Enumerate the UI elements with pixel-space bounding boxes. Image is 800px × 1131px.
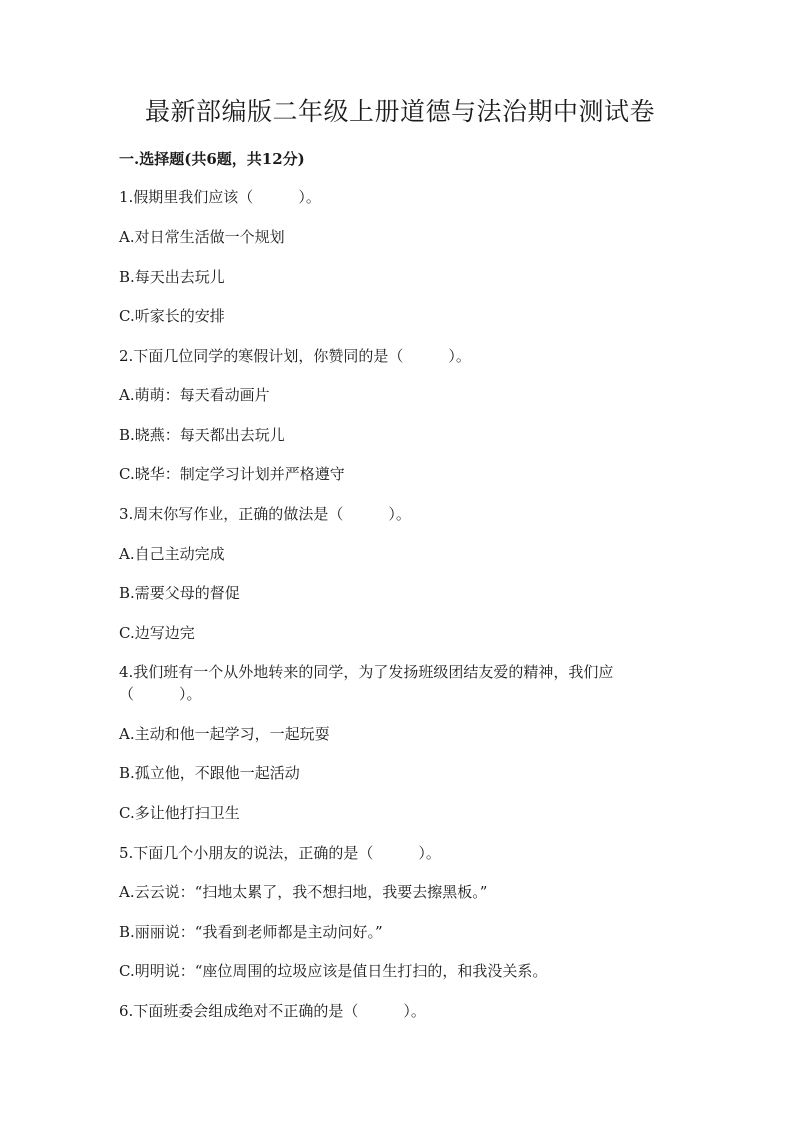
question-5-option-b: B.丽丽说：“我看到老师都是主动问好。” [119, 923, 383, 941]
question-4-option-c: C.多让他打扫卫生 [119, 804, 240, 822]
question-5-option-c: C.明明说：“座位周围的垃圾应该是值日生打扫的，和我没关系。 [119, 962, 548, 980]
question-1-option-b: B.每天出去玩儿 [119, 268, 225, 286]
question-4-option-b: B.孤立他，不跟他一起活动 [119, 764, 300, 782]
exam-title: 最新部编版二年级上册道德与法治期中测试卷 [144, 97, 655, 126]
question-1-option-a: A.对日常生活做一个规划 [119, 228, 285, 246]
question-5-stem: 5.下面几个小朋友的说法，正确的是（ ）。 [119, 844, 441, 862]
question-3-option-a: A.自己主动完成 [119, 545, 225, 563]
question-6-stem: 6.下面班委会组成绝对不正确的是（ ）。 [119, 1002, 426, 1020]
question-5-option-a: A.云云说：“扫地太累了，我不想扫地，我要去擦黑板。” [119, 883, 488, 901]
question-4-stem-continued: （ ）。 [119, 685, 202, 703]
question-1-option-c: C.听家长的安排 [119, 307, 225, 325]
question-4-stem: 4.我们班有一个从外地转来的同学，为了发扬班级团结友爱的精神，我们应 [119, 663, 614, 681]
question-2-option-c: C.晓华：制定学习计划并严格遵守 [119, 465, 345, 483]
question-4-option-a: A.主动和他一起学习，一起玩耍 [119, 725, 330, 743]
question-2-option-b: B.晓燕：每天都出去玩儿 [119, 426, 285, 444]
question-1-stem: 1.假期里我们应该（ ）。 [119, 188, 321, 206]
question-3-option-c: C.边写边完 [119, 624, 195, 642]
question-2-option-a: A.萌萌：每天看动画片 [119, 386, 270, 404]
section-heading-choice: 一.选择题(共6题，共12分) [119, 150, 305, 168]
question-3-option-b: B.需要父母的督促 [119, 584, 240, 602]
question-2-stem: 2.下面几位同学的寒假计划，你赞同的是（ ）。 [119, 347, 471, 365]
question-3-stem: 3.周末你写作业，正确的做法是（ ）。 [119, 505, 411, 523]
